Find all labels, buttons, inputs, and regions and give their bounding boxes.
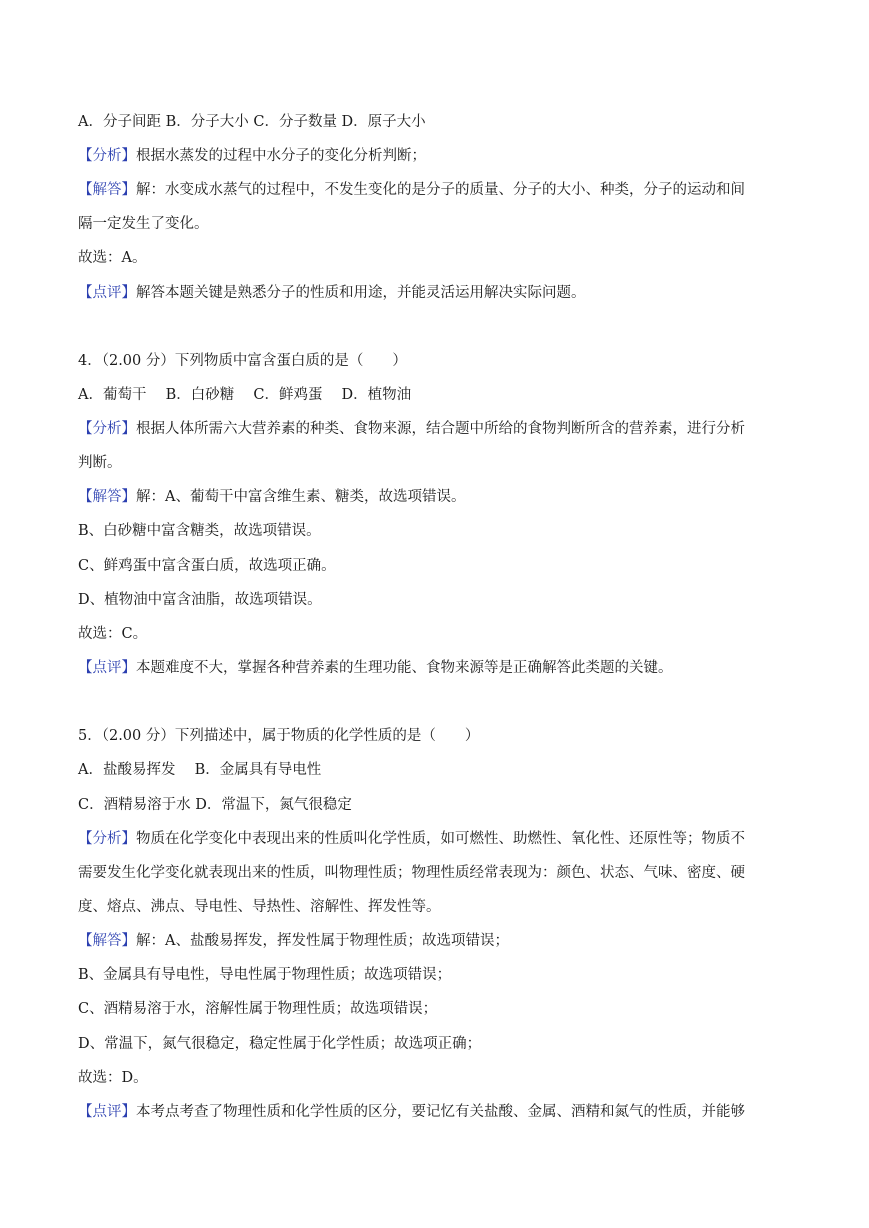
analysis-text: 根据人体所需六大营养素的种类、食物来源，结合题中所给的食物判断所含的营养素，进行分析 <box>136 421 745 437</box>
q5-options-2: C．酒精易溶于水 D．常温下，氮气很稳定 <box>78 797 352 813</box>
q4-answer: 故选：C。 <box>78 626 148 642</box>
solution-tag: 【解答】 <box>78 489 136 505</box>
comment-text: 本题难度不大，掌握各种营养素的生理功能、食物来源等是正确解答此类题的关键。 <box>136 660 673 676</box>
prev-comment <box>78 283 798 303</box>
q4-solution <box>78 487 798 507</box>
q5-analysis-cont-2: 度、熔点、沸点、导电性、导热性、溶解性、挥发性等。 <box>78 899 441 915</box>
prev-solution <box>78 180 798 200</box>
solution-tag: 【解答】 <box>78 933 136 949</box>
q5-solution-c: C、酒精易溶于水，溶解性属于物理性质；故选项错误； <box>78 1001 438 1017</box>
q4-solution-c: C、鲜鸡蛋中富含蛋白质，故选项正确。 <box>78 558 336 574</box>
comment-tag: 【点评】 <box>78 285 136 301</box>
q5-analysis-cont-1: 需要发生化学变化就表现出来的性质，叫物理性质；物理性质经常表现为：颜色、状态、气味、密度、硬 <box>78 865 745 881</box>
analysis-tag: 【分析】 <box>78 831 136 847</box>
q5-solution-d: D、常温下，氮气很稳定，稳定性属于化学性质；故选项正确； <box>78 1036 482 1052</box>
q5-options-1: A．盐酸易挥发 B．金属具有导电性 <box>78 762 322 778</box>
q4-options: A．葡萄干 B．白砂糖 C．鲜鸡蛋 D．植物油 <box>78 387 412 403</box>
solution-text: 解：水变成水蒸气的过程中，不发生变化的是分子的质量、分子的大小、种类，分子的运动和间 <box>136 182 745 198</box>
q5-stem: 5．（2.00 分）下列描述中，属于物质的化学性质的是（ ） <box>78 728 480 744</box>
solution-tag: 【解答】 <box>78 182 136 198</box>
q5-solution <box>78 931 798 951</box>
q4-stem: 4．（2.00 分）下列物质中富含蛋白质的是（ ） <box>78 353 407 369</box>
analysis-text: 物质在化学变化中表现出来的性质叫化学性质，如可燃性、助燃性、氧化性、还原性等；物质不 <box>136 831 745 847</box>
prev-analysis <box>78 146 798 166</box>
comment-text: 解答本题关键是熟悉分子的性质和用途，并能灵活运用解决实际问题。 <box>136 285 586 301</box>
q4-solution-b: B、白砂糖中富含糖类，故选项错误。 <box>78 523 321 539</box>
q5-solution-b: B、金属具有导电性，导电性属于物理性质；故选项错误； <box>78 967 452 983</box>
q5-comment <box>78 1102 798 1122</box>
q5-answer: 故选：D。 <box>78 1070 148 1086</box>
comment-text: 本考点考查了物理性质和化学性质的区分，要记忆有关盐酸、金属、酒精和氮气的性质，并能够 <box>136 1104 745 1120</box>
analysis-text: 根据水蒸发的过程中水分子的变化分析判断； <box>136 148 426 164</box>
q5-analysis <box>78 829 798 849</box>
prev-solution-cont: 隔一定发生了变化。 <box>78 216 209 232</box>
q4-analysis-cont: 判断。 <box>78 455 122 471</box>
q4-solution-d: D、植物油中富含油脂，故选项错误。 <box>78 592 322 608</box>
q4-comment <box>78 658 798 678</box>
solution-text: 解：A、葡萄干中富含维生素、糖类，故选项错误。 <box>136 489 466 505</box>
comment-tag: 【点评】 <box>78 660 136 676</box>
solution-text: 解：A、盐酸易挥发，挥发性属于物理性质；故选项错误； <box>136 933 509 949</box>
q4-analysis <box>78 419 798 439</box>
analysis-tag: 【分析】 <box>78 421 136 437</box>
prev-answer: 故选：A。 <box>78 250 147 266</box>
analysis-tag: 【分析】 <box>78 148 136 164</box>
comment-tag: 【点评】 <box>78 1104 136 1120</box>
prev-options: A．分子间距 B．分子大小 C．分子数量 D．原子大小 <box>78 114 426 130</box>
